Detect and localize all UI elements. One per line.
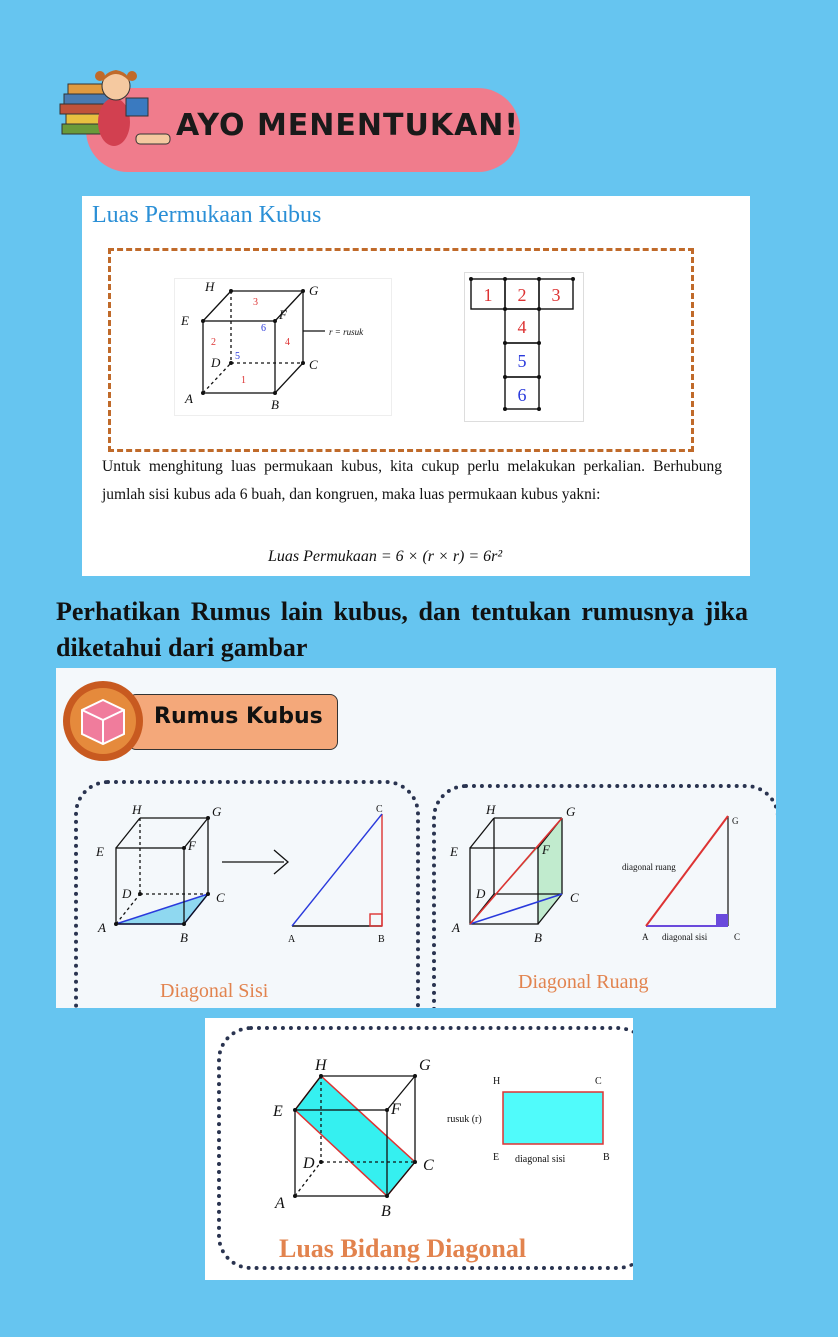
reading-girl-books-icon xyxy=(56,62,176,167)
svg-text:H: H xyxy=(132,802,142,817)
diagonal-ruang-diagram xyxy=(446,802,766,957)
cube-icon xyxy=(62,680,144,767)
svg-text:D: D xyxy=(476,886,486,901)
vertex-e: E xyxy=(181,313,189,328)
vertex-b: B xyxy=(271,397,279,412)
net-number-3: 3 xyxy=(551,285,561,305)
face-number-4: 4 xyxy=(285,337,290,348)
svg-text:A: A xyxy=(452,920,460,935)
diagonal-sisi-diagram xyxy=(92,802,392,957)
svg-text:F: F xyxy=(542,842,550,857)
svg-text:B: B xyxy=(381,1203,391,1220)
vertex-d: D xyxy=(211,355,221,370)
svg-text:E: E xyxy=(96,844,104,859)
svg-text:C: C xyxy=(216,890,225,905)
vertex-h: H xyxy=(205,279,215,294)
svg-text:F: F xyxy=(188,838,196,853)
rumus-kubus-panel xyxy=(56,668,776,1008)
svg-text:D: D xyxy=(122,886,132,901)
bidang-diagonal-diagram xyxy=(261,1046,621,1231)
svg-text:B: B xyxy=(534,930,542,945)
label-diagonal-sisi: diagonal sisi xyxy=(662,932,708,942)
svg-text:B: B xyxy=(180,930,188,945)
vertex-g: G xyxy=(309,283,319,298)
surface-area-formula: Luas Permukaan = 6 × (r × r) = 6r² xyxy=(268,548,503,565)
caption-diagonal-ruang: Diagonal Ruang xyxy=(518,971,649,993)
face-number-1: 1 xyxy=(241,375,246,386)
svg-text:H: H xyxy=(486,802,496,817)
header-title: AYO MENENTUKAN! xyxy=(176,108,520,143)
panel-title: Luas Permukaan Kubus xyxy=(92,202,322,228)
face-number-3: 3 xyxy=(253,297,258,308)
vertex-f: F xyxy=(279,307,287,322)
tri-label-a: A xyxy=(288,934,296,945)
svg-text:A: A xyxy=(275,1195,285,1212)
tri-label-b: B xyxy=(378,934,385,945)
svg-text:C: C xyxy=(570,890,579,905)
rect-label-e: E xyxy=(493,1152,500,1163)
net-number-4: 4 xyxy=(517,317,527,337)
cube-diagram xyxy=(174,278,392,416)
caption-diagonal-sisi: Diagonal Sisi xyxy=(160,980,269,1002)
net-number-1: 1 xyxy=(483,285,493,305)
label-diagonal-ruang: diagonal ruang xyxy=(622,862,676,872)
svg-text:A: A xyxy=(98,920,106,935)
edge-label: r = rusuk xyxy=(329,327,364,337)
vertex-a: A xyxy=(185,391,193,406)
net-number-5: 5 xyxy=(517,351,527,371)
svg-text:E: E xyxy=(450,844,458,859)
svg-text:C: C xyxy=(423,1157,434,1174)
tri-label-a: A xyxy=(642,932,649,942)
explanation-paragraph: Untuk menghitung luas permukaan kubus, kita cukup perlu melakukan perkalian. Berhubung jumlah sisi kubus ada 6 buah, dan kongruen, maka luas permukaan kubus yakni: xyxy=(102,458,722,503)
net-number-6: 6 xyxy=(517,385,527,405)
rect-label-h: H xyxy=(493,1076,501,1087)
luas-bidang-diagonal-panel xyxy=(205,1018,633,1280)
face-number-2: 2 xyxy=(211,337,216,348)
face-number-6: 6 xyxy=(261,323,266,334)
svg-text:E: E xyxy=(273,1103,283,1120)
svg-text:F: F xyxy=(391,1101,401,1118)
rect-label-diagonal-sisi: diagonal sisi xyxy=(515,1154,566,1165)
rumus-title: Rumus Kubus xyxy=(154,704,323,729)
net-number-2: 2 xyxy=(517,285,527,305)
face-number-5: 5 xyxy=(235,351,240,362)
rect-label-c: C xyxy=(595,1076,602,1087)
vertex-c: C xyxy=(309,357,318,372)
rect-label-rusuk: rusuk (r) xyxy=(447,1114,482,1125)
svg-text:G: G xyxy=(566,804,576,819)
tri-label-g: G xyxy=(732,816,739,826)
cube-net-diagram xyxy=(464,272,584,422)
svg-text:H: H xyxy=(315,1057,327,1074)
svg-text:G: G xyxy=(419,1057,431,1074)
tri-label-c: C xyxy=(376,804,383,815)
caption-luas-bidang-diagonal: Luas Bidang Diagonal xyxy=(279,1234,527,1263)
luas-permukaan-panel xyxy=(82,196,750,576)
svg-text:G: G xyxy=(212,804,222,819)
instruction-text: Perhatikan Rumus lain kubus, dan tentukan rumusnya jika diketahui dari gambar xyxy=(56,597,748,662)
svg-text:D: D xyxy=(303,1155,315,1172)
tri-label-c: C xyxy=(734,932,741,942)
rect-label-b: B xyxy=(603,1152,610,1163)
